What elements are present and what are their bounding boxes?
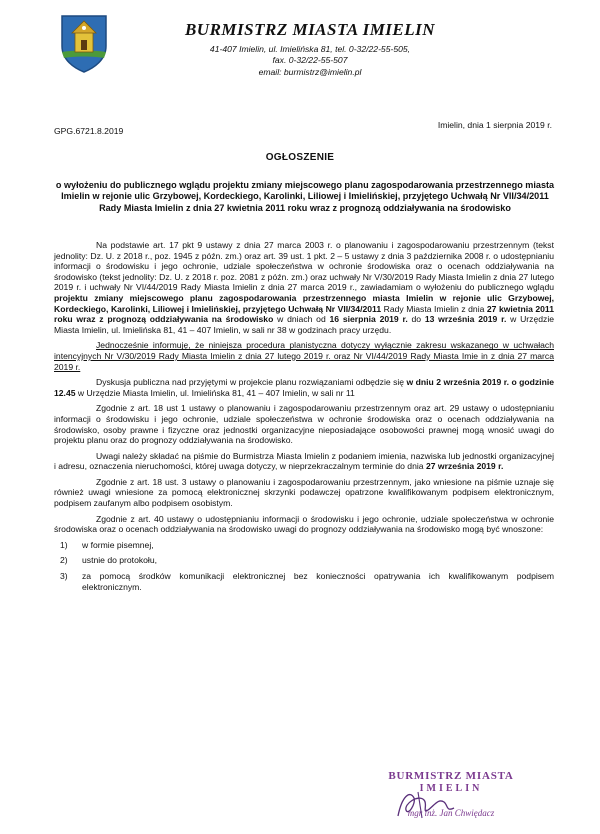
notice-subject: o wyłożeniu do publicznego wglądu projektu zmiany miejscowego planu zagospodarowania przestrzennego miasta Imielin w rejonie ulic Grzybowej, Kordeckiego, Karolinki, Liliowej i Imielińskiej, przyjętego Uchwałą Nr VII/34/2011 Rady Miasta Imielin z dnia 27 kwietnia 2011 roku wraz z prognozą oddziaływania na środowisko xyxy=(55,180,555,213)
submission-methods-list xyxy=(54,540,554,592)
paragraph-remarks-right: Zgodnie z art. 18 ust 1 ustawy o planowaniu i zagospodarowaniu przestrzennym oraz art. 29 ustawy o udostępnianiu informacji o środowisku i jego ochronie, udziale społeczeństwa w ochronie środowiska oraz o ocenach oddziaływania na środowisko, osoby prawne i fizyczne oraz jednostki organizacyjne nieposiadające osobowości prawnej mogą wnosić uwagi do projektu planu oraz do prognozy oddziaływania na środowisko. xyxy=(54,403,554,446)
paragraph-scope: Jednocześnie informuję, że niniejsza procedura planistyczna dotyczy wyłącznie zakresu wskazanego w uchwałach intencyjnych Nr V/30/2019 Rady Miasta Imielin z dnia 27 lutego 2019 r. oraz Nr VI/44/2019 Rady Miasta Imie in z dnia 27 marca 2019 r. xyxy=(54,340,554,372)
list-item: 1) w formie pisemnej, xyxy=(60,539,154,550)
signature-icon xyxy=(388,786,468,822)
stamp-line-2: IMIELIN xyxy=(419,783,483,794)
document-body xyxy=(54,240,554,592)
authority-fax: fax. 0-32/22-55-507 xyxy=(272,55,348,65)
stamp-line-1: BURMISTRZ MIASTA xyxy=(388,770,514,782)
list-item: 3) za pomocą środków komunikacji elektronicznej bez konieczności opatrywania ich kwalifikowanym podpisem elektronicznym. xyxy=(60,571,554,592)
signatory-name: mgr inż. Jan Chwiędacz xyxy=(407,808,495,818)
document-title: OGŁOSZENIE xyxy=(265,152,335,163)
paragraph-electronic-remarks: Zgodnie z art. 18 ust. 3 ustawy o planowaniu i zagospodarowaniu przestrzennym, jako wniesione na piśmie uznaje się również uwagi wniesione za pomocą elektronicznej skrzynki podawczej opatrzone kwalifikowanym podpisem elektronicznym, podpisem zaufanym albo podpisem osobistym. xyxy=(54,476,554,509)
authority-email: email: burmistrz@imielin.pl xyxy=(258,67,362,77)
paragraph-public-discussion: Dyskusja publiczna nad przyjętymi w projekcie planu rozwiązaniami odbędzie się w dniu 2 września 2019 r. o godzinie 12.45 w Urzędzie Miasta Imielin, ul. Imielińska 81, 41 – 407 Imielin, w sali nr 11 xyxy=(54,377,554,398)
paragraph-remarks-deadline: Uwagi należy składać na piśmie do Burmistrza Miasta Imielin z podaniem imienia, nazwiska lub jednostki organizacyjnej i adresu, oznaczenia nieruchomości, której uwaga dotyczy, w nieprzekraczalnym terminie do dnia 27 września 2019 r. xyxy=(54,450,554,472)
paragraph-legal-basis: Na podstawie art. 17 pkt 9 ustawy z dnia 27 marca 2003 r. o planowaniu i zagospodarowaniu przestrzennym (tekst jednolity: Dz. U. z 2018 r., poz. 1945 z późn. zm.) oraz art. 39 ust. 1 pkt. 2 – 5 ustawy z dnia 3 października 2008 r. o udostępnianiu informacji o środowisku i jego ochronie, udziale społeczeństwa w ochronie środowiska oraz o ocenach oddziaływania na środowisko (tekst jednolity: Dz. U. z 2018 r. poz. 2081 z późn. zm.) oraz uchwały Nr V/30/2019 Rady Miasta Imielin z dnia 27 lutego 2019 r. i uchwały Nr VI/44/2019 Rady Miasta Imielin z dnia 27 marca 2019 r., zawiadamiam o wyłożeniu do publicznego wglądu projektu zmiany miejscowego planu zagospodarowania przestrzennego miasta Imielin w rejonie ulic Grzybowej, Kordeckiego, Karolinki, Liliowej i Imielińskiej, przyjętego Uchwałą Nr VII/34/2011 Rady Miasta Imielin z dnia 27 kwietnia 2011 roku wraz z prognozą oddziaływania na środowisko w dniach od 16 sierpnia 2019 r. do 13 września 2019 r. w Urzędzie Miasta Imielin, ul. Imielińska 81, 41 – 407 Imielin, w sali nr 38 w godzinach pracy urzędu. xyxy=(54,240,555,335)
authority-address: 41-407 Imielin, ul. Imielińska 81, tel. 0-32/22-55-505, xyxy=(209,44,411,54)
list-item: 2) ustnie do protokołu, xyxy=(60,555,158,566)
authority-title: BURMISTRZ MIASTA IMIELIN xyxy=(184,20,436,39)
place-date: Imielin, dnia 1 sierpnia 2019 r. xyxy=(437,120,552,130)
reference-number: GPG.6721.8.2019 xyxy=(54,126,124,136)
paragraph-forecast-remarks: Zgodnie z art. 40 ustawy o udostępnianiu informacji o środowisku i jego ochronie, udziale społeczeństwa w ochronie środowiska oraz o ocenach oddziaływania na środowisko uwagi do prognozy oddziaływania na środowisko mogą być wnoszone: xyxy=(54,513,554,535)
